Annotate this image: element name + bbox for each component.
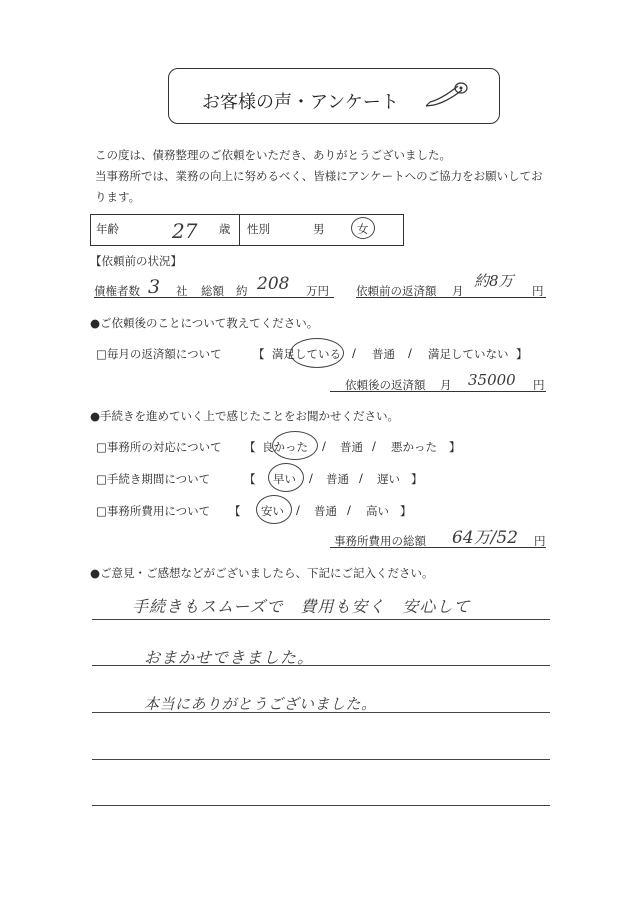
period-label: □手続き期間について (96, 472, 211, 486)
separator: / (296, 503, 300, 517)
after-payment-month: 月 (440, 378, 452, 392)
before-payment-value[interactable]: 約8万 (474, 272, 514, 290)
age-unit: 歳 (219, 222, 231, 236)
separator: / (372, 439, 376, 453)
bracket-open: 【 (253, 347, 265, 361)
comment-line-3[interactable]: 本当にありがとうございました。 (144, 695, 377, 713)
after-payment-unit: 円 (533, 378, 545, 392)
period-option-slow[interactable]: 遅い (377, 472, 400, 486)
gender-male[interactable]: 男 (313, 222, 325, 236)
bracket-close: 】 (516, 347, 528, 361)
creditors-label: 債権者数 (94, 284, 140, 298)
fee-total-unit: 円 (534, 534, 546, 548)
intro-line-2: 当事務所では、業務の向上に努めるべく、皆様にアンケートへのご協力をお願いしてお (95, 169, 543, 183)
after-q1-option-satisfied[interactable]: 満足している (272, 347, 341, 361)
separator: / (309, 471, 313, 485)
creditors-value[interactable]: 3 (148, 276, 161, 298)
fee-option-normal[interactable]: 普通 (314, 504, 337, 518)
office-response-option-bad[interactable]: 悪かった (391, 440, 437, 454)
comments-heading: ●ご意見・ご感想などがございましたら、下記にご記入ください。 (90, 566, 434, 580)
comment-line-1[interactable]: 手続きもスムーズで 費用も安く 安心して (132, 597, 471, 616)
after-q1-option-normal[interactable]: 普通 (372, 347, 395, 361)
comment-rule-4 (92, 759, 550, 760)
after-heading: ●ご依頼後のことについて教えてください。 (90, 316, 319, 330)
intro-line-1: この度は、債務整理のご依頼をいただき、ありがとうございました。 (95, 148, 452, 162)
fee-total-label: 事務所費用の総額 (334, 534, 426, 548)
separator: / (352, 346, 356, 360)
bracket-open: 【 (229, 504, 241, 518)
comment-line-2[interactable]: おまかせできました。 (144, 648, 315, 667)
total-approx: 約 (236, 284, 248, 298)
intro-line-3: ります。 (95, 190, 141, 204)
total-label: 総額 (201, 284, 224, 298)
separator: / (359, 471, 363, 485)
office-response-option-normal[interactable]: 普通 (340, 440, 363, 454)
bracket-close: 】 (400, 504, 412, 518)
total-unit: 万円 (306, 284, 329, 298)
gender-female[interactable]: 女 (357, 222, 369, 236)
after-payment-label: 依頼後の返済額 (345, 378, 426, 392)
bracket-open: 【 (244, 440, 256, 454)
fee-total-value[interactable]: 64万/52 (452, 528, 518, 548)
after-payment-underline (330, 391, 546, 392)
comment-rule-5 (92, 805, 550, 806)
process-heading: ●手続きを進めていく上で感じたことをお聞かせください。 (90, 409, 400, 423)
creditors-unit: 社 (176, 284, 188, 298)
comment-rule-2 (92, 665, 550, 666)
before-left-underline (94, 297, 334, 298)
bracket-close: 】 (411, 472, 423, 486)
fee-option-expensive[interactable]: 高い (366, 504, 389, 518)
separator: / (408, 346, 412, 360)
after-q1-option-unsatisfied[interactable]: 満足していない (428, 347, 509, 361)
fee-total-underline (330, 547, 546, 548)
comment-rule-1 (92, 619, 550, 620)
after-payment-value[interactable]: 35000 (468, 371, 516, 389)
before-right-underline (356, 297, 546, 298)
fee-option-cheap[interactable]: 安い (261, 504, 284, 518)
page-title: お客様の声・アンケート (202, 92, 399, 113)
separator: / (322, 439, 326, 453)
age-value[interactable]: 27 (172, 219, 198, 243)
period-option-normal[interactable]: 普通 (326, 472, 349, 486)
bracket-open: 【 (244, 472, 256, 486)
fee-label: □事務所費用について (96, 504, 211, 518)
before-heading: 【依頼前の状況】 (90, 254, 182, 268)
office-response-label: □事務所の対応について (96, 440, 222, 454)
total-value[interactable]: 208 (257, 274, 290, 294)
separator: / (347, 503, 351, 517)
period-option-fast[interactable]: 早い (273, 472, 296, 486)
comment-rule-3 (92, 712, 550, 713)
office-response-option-good[interactable]: 良かった (262, 440, 308, 454)
before-payment-unit: 円 (532, 284, 544, 298)
after-q1-label: □毎月の返済額について (96, 347, 222, 361)
bracket-close: 】 (449, 440, 461, 454)
pencil-icon (424, 76, 472, 112)
before-payment-month: 月 (452, 284, 464, 298)
gender-label: 性別 (247, 222, 270, 236)
before-payment-label: 依頼前の返済額 (356, 284, 437, 298)
age-label: 年齢 (96, 222, 119, 236)
